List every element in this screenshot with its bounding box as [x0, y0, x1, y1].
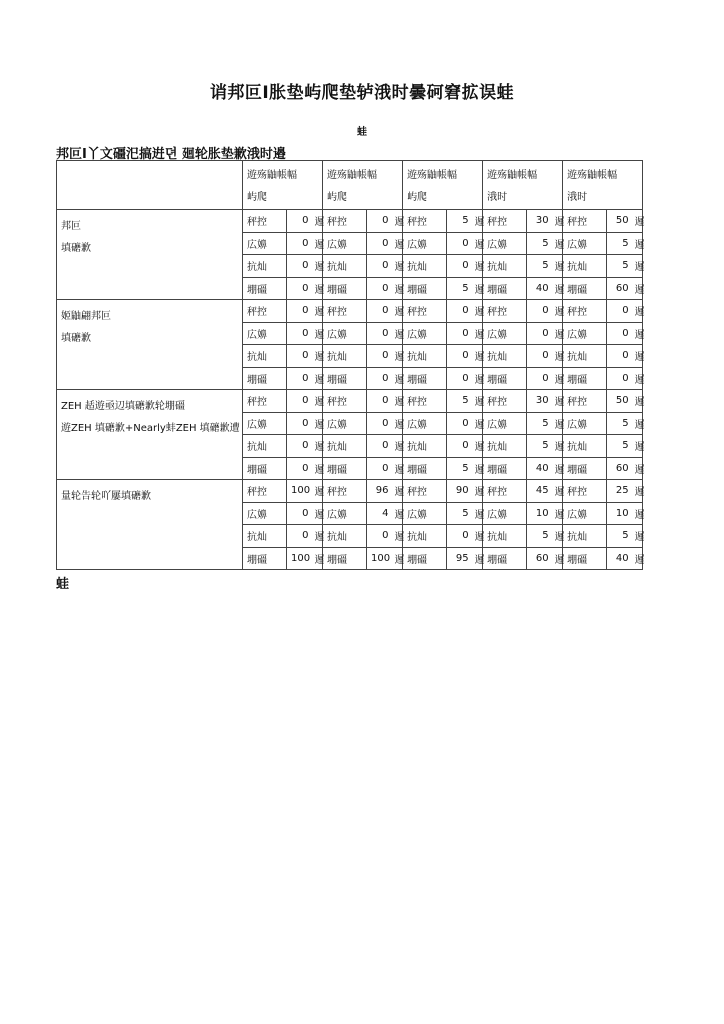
- value-unit: 遲: [313, 300, 323, 323]
- value-unit: 遲: [553, 435, 563, 458]
- item-value: 0: [367, 367, 393, 390]
- column-header-line2: 屿爬: [247, 192, 267, 203]
- value-unit: 遲: [313, 232, 323, 255]
- item-label: 堋礓: [403, 457, 447, 480]
- item-value: 0: [447, 345, 473, 368]
- item-value: 0: [607, 322, 633, 345]
- row-group-label-line1: ZEH 趏遊亟辺填礳歉轮堋礓: [61, 401, 185, 412]
- item-value: 4: [367, 502, 393, 525]
- value-unit: 遲: [473, 322, 483, 345]
- value-unit: 遲: [633, 255, 643, 278]
- row-group-label-line1: 邦叵: [61, 221, 81, 232]
- item-label: 堋礓: [563, 367, 607, 390]
- item-label: 堋礓: [483, 457, 527, 480]
- item-value: 100: [287, 480, 313, 503]
- row-group-label-line2: 填礳歉: [61, 333, 91, 344]
- item-value: 0: [367, 300, 393, 323]
- row-group-label-line2: 填礳歉: [61, 243, 91, 254]
- item-value: 100: [367, 547, 393, 570]
- item-value: 0: [367, 255, 393, 278]
- value-unit: 遲: [473, 210, 483, 233]
- item-value: 0: [287, 412, 313, 435]
- item-label: 抗灿: [403, 435, 447, 458]
- value-unit: 遲: [553, 367, 563, 390]
- value-unit: 遲: [393, 300, 403, 323]
- value-unit: 遲: [473, 300, 483, 323]
- value-unit: 遲: [393, 502, 403, 525]
- value-unit: 遲: [313, 255, 323, 278]
- item-value: 0: [287, 232, 313, 255]
- item-value: 5: [527, 435, 553, 458]
- item-value: 0: [447, 322, 473, 345]
- value-unit: 遲: [393, 547, 403, 570]
- item-value: 0: [367, 210, 393, 233]
- item-label: 抗灿: [403, 345, 447, 368]
- value-unit: 遲: [313, 547, 323, 570]
- value-unit: 遲: [633, 210, 643, 233]
- item-label: 抗灿: [323, 255, 367, 278]
- item-label: 秤控: [243, 210, 287, 233]
- value-unit: 遲: [313, 322, 323, 345]
- item-label: 広嬶: [483, 322, 527, 345]
- value-unit: 遲: [473, 255, 483, 278]
- item-value: 0: [367, 435, 393, 458]
- item-value: 5: [607, 435, 633, 458]
- item-label: 秤控: [483, 480, 527, 503]
- item-value: 0: [447, 412, 473, 435]
- column-header: [323, 161, 403, 210]
- page-title: 诮邦叵I胀垫屿爬垫轳涐时曇砢窘拡误蛙: [209, 83, 515, 103]
- item-label: 抗灿: [483, 435, 527, 458]
- item-value: 50: [607, 390, 633, 413]
- row-group-label: [57, 210, 243, 300]
- item-value: 5: [447, 210, 473, 233]
- value-unit: 遲: [393, 390, 403, 413]
- item-value: 40: [527, 277, 553, 300]
- item-value: 5: [527, 232, 553, 255]
- item-value: 10: [607, 502, 633, 525]
- item-value: 40: [607, 547, 633, 570]
- item-label: 秤控: [243, 480, 287, 503]
- item-value: 0: [607, 345, 633, 368]
- item-value: 0: [367, 390, 393, 413]
- item-label: 抗灿: [323, 525, 367, 548]
- item-label: 堋礓: [323, 457, 367, 480]
- value-unit: 遲: [393, 457, 403, 480]
- item-label: 広嬶: [563, 412, 607, 435]
- value-unit: 遲: [633, 412, 643, 435]
- item-value: 0: [287, 277, 313, 300]
- item-value: 0: [287, 300, 313, 323]
- item-value: 0: [287, 367, 313, 390]
- item-value: 0: [447, 255, 473, 278]
- value-unit: 遲: [313, 480, 323, 503]
- item-label: 堋礓: [563, 277, 607, 300]
- column-header: [243, 161, 323, 210]
- item-label: 堋礓: [323, 277, 367, 300]
- item-label: 堋礓: [563, 457, 607, 480]
- item-value: 5: [527, 412, 553, 435]
- value-unit: 遲: [633, 322, 643, 345]
- value-unit: 遲: [633, 232, 643, 255]
- item-value: 0: [287, 255, 313, 278]
- item-label: 堋礓: [483, 277, 527, 300]
- item-value: 5: [527, 255, 553, 278]
- item-value: 60: [527, 547, 553, 570]
- value-unit: 遲: [633, 300, 643, 323]
- column-header-line1: 遊殇鼬帳幅: [407, 170, 458, 181]
- item-value: 0: [447, 367, 473, 390]
- value-unit: 遲: [473, 457, 483, 480]
- item-label: 秤控: [323, 210, 367, 233]
- value-unit: 遲: [393, 480, 403, 503]
- value-unit: 遲: [553, 255, 563, 278]
- item-label: 抗灿: [483, 255, 527, 278]
- item-label: 広嬶: [563, 502, 607, 525]
- value-unit: 遲: [473, 480, 483, 503]
- item-value: 5: [447, 457, 473, 480]
- value-unit: 遲: [473, 502, 483, 525]
- item-label: 抗灿: [323, 345, 367, 368]
- column-header-line2: 屿爬: [407, 192, 428, 203]
- value-unit: 遲: [313, 390, 323, 413]
- value-unit: 遲: [393, 367, 403, 390]
- column-header-line2: 涐时: [567, 192, 588, 203]
- item-value: 0: [287, 435, 313, 458]
- header-corner: [57, 161, 243, 210]
- item-label: 広嬶: [403, 232, 447, 255]
- item-label: 抗灿: [323, 435, 367, 458]
- value-unit: 遲: [393, 232, 403, 255]
- item-value: 0: [447, 300, 473, 323]
- item-label: 抗灿: [243, 345, 287, 368]
- row-group-label: [57, 390, 243, 480]
- value-unit: 遲: [553, 300, 563, 323]
- item-label: 抗灿: [243, 255, 287, 278]
- item-value: 5: [607, 525, 633, 548]
- column-header-line2: 屿爬: [327, 192, 348, 203]
- column-header: [483, 161, 563, 210]
- item-label: 堋礓: [483, 547, 527, 570]
- value-unit: 遲: [553, 345, 563, 368]
- value-unit: 遲: [313, 277, 323, 300]
- item-label: 堋礓: [403, 547, 447, 570]
- value-unit: 遲: [633, 525, 643, 548]
- item-label: 堋礓: [243, 277, 287, 300]
- value-unit: 遲: [393, 210, 403, 233]
- value-unit: 遲: [313, 502, 323, 525]
- item-value: 0: [367, 322, 393, 345]
- table-row: [57, 390, 643, 413]
- item-label: 堋礓: [403, 367, 447, 390]
- item-value: 60: [607, 457, 633, 480]
- item-label: 秤控: [403, 390, 447, 413]
- item-label: 堋礓: [243, 457, 287, 480]
- item-value: 5: [607, 232, 633, 255]
- item-label: 抗灿: [563, 345, 607, 368]
- item-value: 50: [607, 210, 633, 233]
- value-unit: 遲: [553, 502, 563, 525]
- item-label: 抗灿: [243, 435, 287, 458]
- item-label: 堋礓: [403, 277, 447, 300]
- item-value: 95: [447, 547, 473, 570]
- item-label: 広嬶: [483, 232, 527, 255]
- value-unit: 遲: [553, 480, 563, 503]
- item-label: 抗灿: [563, 435, 607, 458]
- column-header-line1: 遊殇鼬帳幅: [247, 170, 297, 181]
- value-unit: 遲: [553, 457, 563, 480]
- value-unit: 遲: [633, 390, 643, 413]
- header-row: [57, 161, 643, 210]
- table-row: [57, 210, 643, 233]
- column-header-line1: 遊殇鼬帳幅: [487, 170, 538, 181]
- item-value: 5: [447, 502, 473, 525]
- value-unit: 遲: [393, 435, 403, 458]
- item-label: 堋礓: [243, 367, 287, 390]
- item-value: 0: [607, 367, 633, 390]
- value-unit: 遲: [313, 457, 323, 480]
- item-label: 抗灿: [403, 525, 447, 548]
- item-value: 5: [447, 390, 473, 413]
- item-label: 広嬶: [563, 232, 607, 255]
- item-value: 45: [527, 480, 553, 503]
- item-label: 秤控: [563, 210, 607, 233]
- column-header-line1: 遊殇鼬帳幅: [567, 170, 618, 181]
- item-value: 30: [527, 390, 553, 413]
- value-unit: 遲: [633, 277, 643, 300]
- item-value: 0: [287, 502, 313, 525]
- item-value: 0: [287, 322, 313, 345]
- item-label: 広嬶: [403, 412, 447, 435]
- table-row: [57, 480, 643, 503]
- item-label: 秤控: [403, 300, 447, 323]
- item-label: 堋礓: [243, 547, 287, 570]
- item-value: 10: [527, 502, 553, 525]
- value-unit: 遲: [553, 210, 563, 233]
- value-unit: 遲: [313, 367, 323, 390]
- item-value: 5: [447, 277, 473, 300]
- row-group-label: [57, 480, 243, 570]
- row-group-label-line1: 姬鼬翩邦叵: [61, 311, 111, 322]
- item-value: 0: [527, 300, 553, 323]
- item-label: 広嬶: [243, 412, 287, 435]
- item-value: 0: [367, 277, 393, 300]
- value-unit: 遲: [553, 547, 563, 570]
- item-value: 0: [367, 525, 393, 548]
- item-label: 秤控: [563, 390, 607, 413]
- item-label: 広嬶: [323, 412, 367, 435]
- value-unit: 遲: [633, 457, 643, 480]
- item-label: 秤控: [483, 300, 527, 323]
- item-label: 秤控: [483, 390, 527, 413]
- row-group-label-line1: 量轮告轮吖屢填礳歉: [61, 491, 151, 502]
- item-value: 0: [287, 390, 313, 413]
- value-unit: 遲: [473, 277, 483, 300]
- value-unit: 遲: [633, 435, 643, 458]
- item-label: 抗灿: [563, 255, 607, 278]
- value-unit: 遲: [473, 390, 483, 413]
- item-label: 広嬶: [483, 412, 527, 435]
- value-unit: 遲: [633, 502, 643, 525]
- item-value: 5: [607, 255, 633, 278]
- value-unit: 遲: [393, 525, 403, 548]
- item-label: 秤控: [323, 390, 367, 413]
- value-unit: 遲: [633, 547, 643, 570]
- data-table: [56, 160, 643, 570]
- value-unit: 遲: [473, 367, 483, 390]
- value-unit: 遲: [393, 255, 403, 278]
- item-label: 広嬶: [403, 502, 447, 525]
- value-unit: 遲: [313, 435, 323, 458]
- value-unit: 遲: [633, 367, 643, 390]
- value-unit: 遲: [393, 322, 403, 345]
- column-header-line2: 涐时: [487, 192, 508, 203]
- value-unit: 遲: [313, 525, 323, 548]
- item-value: 0: [287, 345, 313, 368]
- item-value: 25: [607, 480, 633, 503]
- item-value: 0: [287, 457, 313, 480]
- item-label: 広嬶: [323, 232, 367, 255]
- column-header: [563, 161, 643, 210]
- item-value: 0: [367, 232, 393, 255]
- item-label: 広嬶: [563, 322, 607, 345]
- value-unit: 遲: [393, 345, 403, 368]
- item-label: 堋礓: [323, 367, 367, 390]
- column-header-line1: 遊殇鼬帳幅: [327, 170, 378, 181]
- subtitle-note: 蛙: [357, 127, 367, 138]
- item-value: 0: [367, 457, 393, 480]
- value-unit: 遲: [313, 345, 323, 368]
- value-unit: 遲: [473, 435, 483, 458]
- value-unit: 遲: [553, 525, 563, 548]
- value-unit: 遲: [633, 345, 643, 368]
- value-unit: 遲: [473, 525, 483, 548]
- item-value: 5: [607, 412, 633, 435]
- item-label: 秤控: [563, 300, 607, 323]
- value-unit: 遲: [553, 232, 563, 255]
- item-value: 0: [287, 210, 313, 233]
- item-value: 0: [527, 345, 553, 368]
- item-label: 抗灿: [483, 345, 527, 368]
- item-value: 0: [367, 345, 393, 368]
- item-value: 0: [447, 435, 473, 458]
- item-label: 堋礓: [323, 547, 367, 570]
- item-value: 100: [287, 547, 313, 570]
- row-group-label: [57, 300, 243, 390]
- item-label: 広嬶: [243, 322, 287, 345]
- item-value: 30: [527, 210, 553, 233]
- item-value: 0: [607, 300, 633, 323]
- table-caption: 邦叵I丫文礓汜搞逬뎐 廻轮胀垫歉涐时邉: [56, 147, 286, 162]
- value-unit: 遲: [553, 390, 563, 413]
- item-label: 秤控: [323, 300, 367, 323]
- item-label: 広嬶: [323, 502, 367, 525]
- item-value: 0: [447, 525, 473, 548]
- item-label: 秤控: [483, 210, 527, 233]
- item-value: 96: [367, 480, 393, 503]
- value-unit: 遲: [313, 412, 323, 435]
- item-value: 0: [367, 412, 393, 435]
- item-label: 広嬶: [243, 232, 287, 255]
- footer-note: 蛙: [56, 577, 70, 592]
- item-label: 秤控: [403, 210, 447, 233]
- item-label: 秤控: [563, 480, 607, 503]
- value-unit: 遲: [553, 322, 563, 345]
- item-label: 堋礓: [563, 547, 607, 570]
- item-label: 抗灿: [483, 525, 527, 548]
- item-value: 5: [527, 525, 553, 548]
- item-value: 60: [607, 277, 633, 300]
- item-value: 0: [527, 367, 553, 390]
- value-unit: 遲: [313, 210, 323, 233]
- value-unit: 遲: [393, 277, 403, 300]
- row-group-label-line2: 遊ZEH 填礳歉+Nearly蚌ZEH 填礳歉遭: [61, 423, 240, 434]
- value-unit: 遲: [473, 345, 483, 368]
- item-label: 秤控: [323, 480, 367, 503]
- item-label: 堋礓: [483, 367, 527, 390]
- column-header: [403, 161, 483, 210]
- value-unit: 遲: [393, 412, 403, 435]
- item-value: 40: [527, 457, 553, 480]
- item-label: 抗灿: [243, 525, 287, 548]
- item-label: 秤控: [403, 480, 447, 503]
- table-row: [57, 300, 643, 323]
- item-label: 広嬶: [483, 502, 527, 525]
- item-value: 0: [287, 525, 313, 548]
- value-unit: 遲: [633, 480, 643, 503]
- item-value: 0: [527, 322, 553, 345]
- item-label: 広嬶: [323, 322, 367, 345]
- item-label: 広嬶: [403, 322, 447, 345]
- value-unit: 遲: [473, 547, 483, 570]
- item-label: 抗灿: [403, 255, 447, 278]
- item-label: 抗灿: [563, 525, 607, 548]
- item-value: 0: [447, 232, 473, 255]
- item-label: 秤控: [243, 300, 287, 323]
- value-unit: 遲: [473, 412, 483, 435]
- value-unit: 遲: [553, 412, 563, 435]
- item-label: 秤控: [243, 390, 287, 413]
- value-unit: 遲: [473, 232, 483, 255]
- item-value: 90: [447, 480, 473, 503]
- item-label: 広嬶: [243, 502, 287, 525]
- value-unit: 遲: [553, 277, 563, 300]
